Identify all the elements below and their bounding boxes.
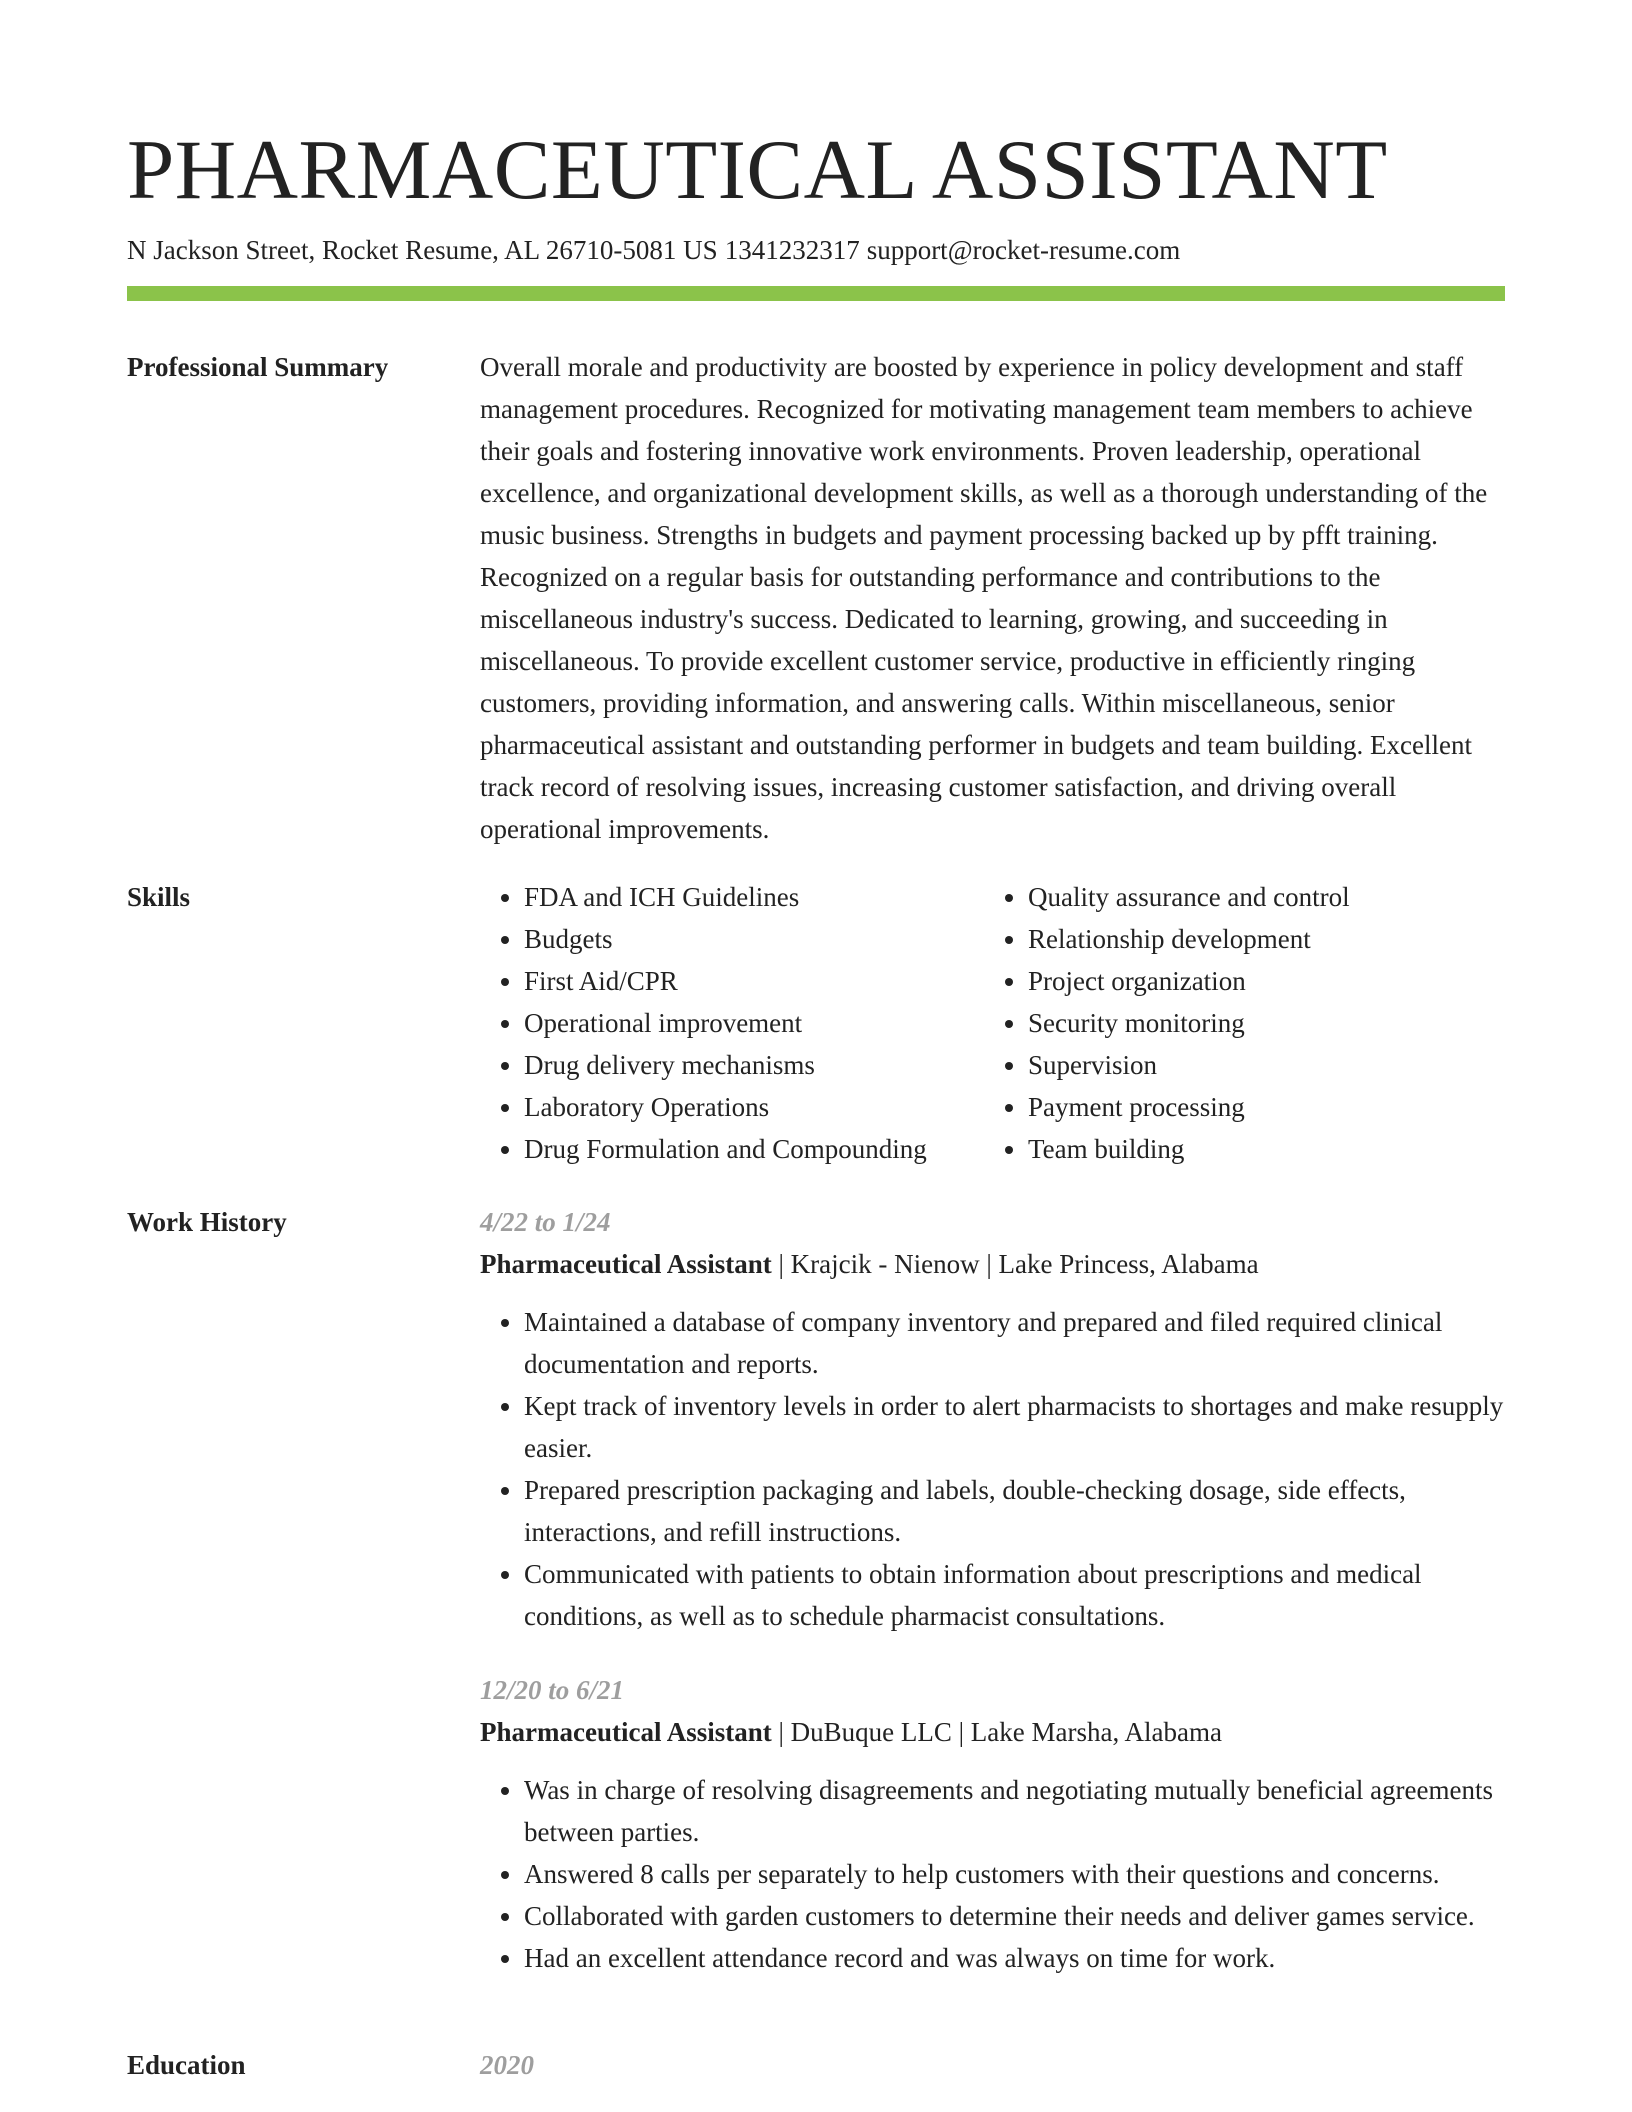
skills-heading: Skills: [127, 882, 191, 912]
header-divider: [127, 286, 1505, 301]
job-dates: 12/20 to 6/21: [480, 1675, 625, 1705]
job-title: Pharmaceutical Assistant: [480, 1717, 772, 1747]
skill-item: • Laboratory Operations: [524, 1086, 984, 1128]
skills-list-left: [480, 876, 984, 1170]
job-bullet: • Was in charge of resolving disagreements and negotiating mutually beneficial agreements between parties.: [524, 1769, 1505, 1853]
work-history-heading: Work History: [127, 1207, 287, 1237]
job-dates: 4/22 to 1/24: [480, 1207, 611, 1237]
job-bullet: • Kept track of inventory levels in order to alert pharmacists to shortages and make resupply easier.: [524, 1385, 1505, 1469]
job-bullet: • Prepared prescription packaging and labels, double-checking dosage, side effects, interactions, and refill instructions.: [524, 1469, 1505, 1553]
job-company: Krajcik - Nienow: [790, 1249, 980, 1279]
contact-email: support@rocket-resume.com: [866, 235, 1181, 265]
job-separator: |: [958, 1717, 965, 1747]
job-bullet: • Maintained a database of company inventory and prepared and filed required clinical documentation and reports.: [524, 1301, 1505, 1385]
skill-item: • Payment processing: [1028, 1086, 1488, 1128]
skill-item: • Relationship development: [1028, 918, 1488, 960]
skills-body: [480, 876, 1505, 1170]
job-bullet: • Communicated with patients to obtain information about prescriptions and medical conditions, as well as to schedule pharmacist consultations.: [524, 1553, 1505, 1637]
job-company: DuBuque LLC: [790, 1717, 952, 1747]
job-entry: [480, 1201, 1505, 1637]
job-location: Lake Princess, Alabama: [998, 1249, 1259, 1279]
job-heading-line: [480, 1711, 1505, 1753]
job-separator: |: [778, 1717, 784, 1747]
skill-item: • Project organization: [1028, 960, 1488, 1002]
skill-item: • First Aid/CPR: [524, 960, 984, 1002]
contact-address: N Jackson Street, Rocket Resume, AL 26710-5081 US: [127, 235, 718, 265]
summary-body: [480, 346, 1505, 850]
job-location: Lake Marsha, Alabama: [970, 1717, 1222, 1747]
job-bullet: • Had an excellent attendance record and was always on time for work.: [524, 1937, 1505, 1979]
skill-item: • Team building: [1028, 1128, 1488, 1170]
job-separator: |: [986, 1249, 992, 1279]
skill-item: • Drug Formulation and Compounding: [524, 1128, 984, 1170]
job-bullet: • Answered 8 calls per separately to help customers with their questions and concerns.: [524, 1853, 1505, 1895]
job-entry: [480, 1669, 1505, 1979]
education-heading: Education: [127, 2050, 246, 2080]
job-separator: |: [778, 1249, 784, 1279]
education-dates: 2020: [480, 2050, 534, 2080]
contact-line: [127, 230, 1180, 270]
contact-phone: 1341232317: [724, 235, 860, 265]
skill-item: • Operational improvement: [524, 1002, 984, 1044]
job-bullets: [480, 1769, 1505, 1979]
job-title: Pharmaceutical Assistant: [480, 1249, 772, 1279]
skill-item: • Budgets: [524, 918, 984, 960]
skill-item: • Drug delivery mechanisms: [524, 1044, 984, 1086]
skills-list-right: [984, 876, 1488, 1170]
summary-text: Overall morale and productivity are boosted by experience in policy development and staff management procedures. Recognized for motivating management team members to achieve their goals and fostering innovative work environments. Proven leadership, operational excellence, and organizational development skills, as well as a thorough understanding of the music business. Strengths in budgets and payment processing backed up by pfft training. Recognized on a regular basis for outstanding performance and contributions to the miscellaneous industry's success. Dedicated to learning, growing, and succeeding in miscellaneous. To provide excellent customer service, productive in efficiently ringing customers, providing information, and answering calls. Within miscellaneous, senior pharmaceutical assistant and outstanding performer in budgets and team building. Excellent track record of resolving issues, increasing customer satisfaction, and driving overall operational improvements.: [480, 352, 1488, 844]
candidate-name: PHARMACEUTICAL ASSISTANT: [127, 123, 1388, 217]
job-bullets: [480, 1301, 1505, 1637]
skills-columns: [480, 876, 1505, 1170]
work-history-body: [480, 1201, 1505, 1979]
skill-item: • Quality assurance and control: [1028, 876, 1488, 918]
summary-heading: Professional Summary: [127, 352, 389, 382]
job-bullet: • Collaborated with garden customers to determine their needs and deliver games service.: [524, 1895, 1505, 1937]
job-heading-line: [480, 1243, 1505, 1285]
skill-item: • Security monitoring: [1028, 1002, 1488, 1044]
education-body: [480, 2044, 1505, 2086]
skill-item: • FDA and ICH Guidelines: [524, 876, 984, 918]
skill-item: • Supervision: [1028, 1044, 1488, 1086]
